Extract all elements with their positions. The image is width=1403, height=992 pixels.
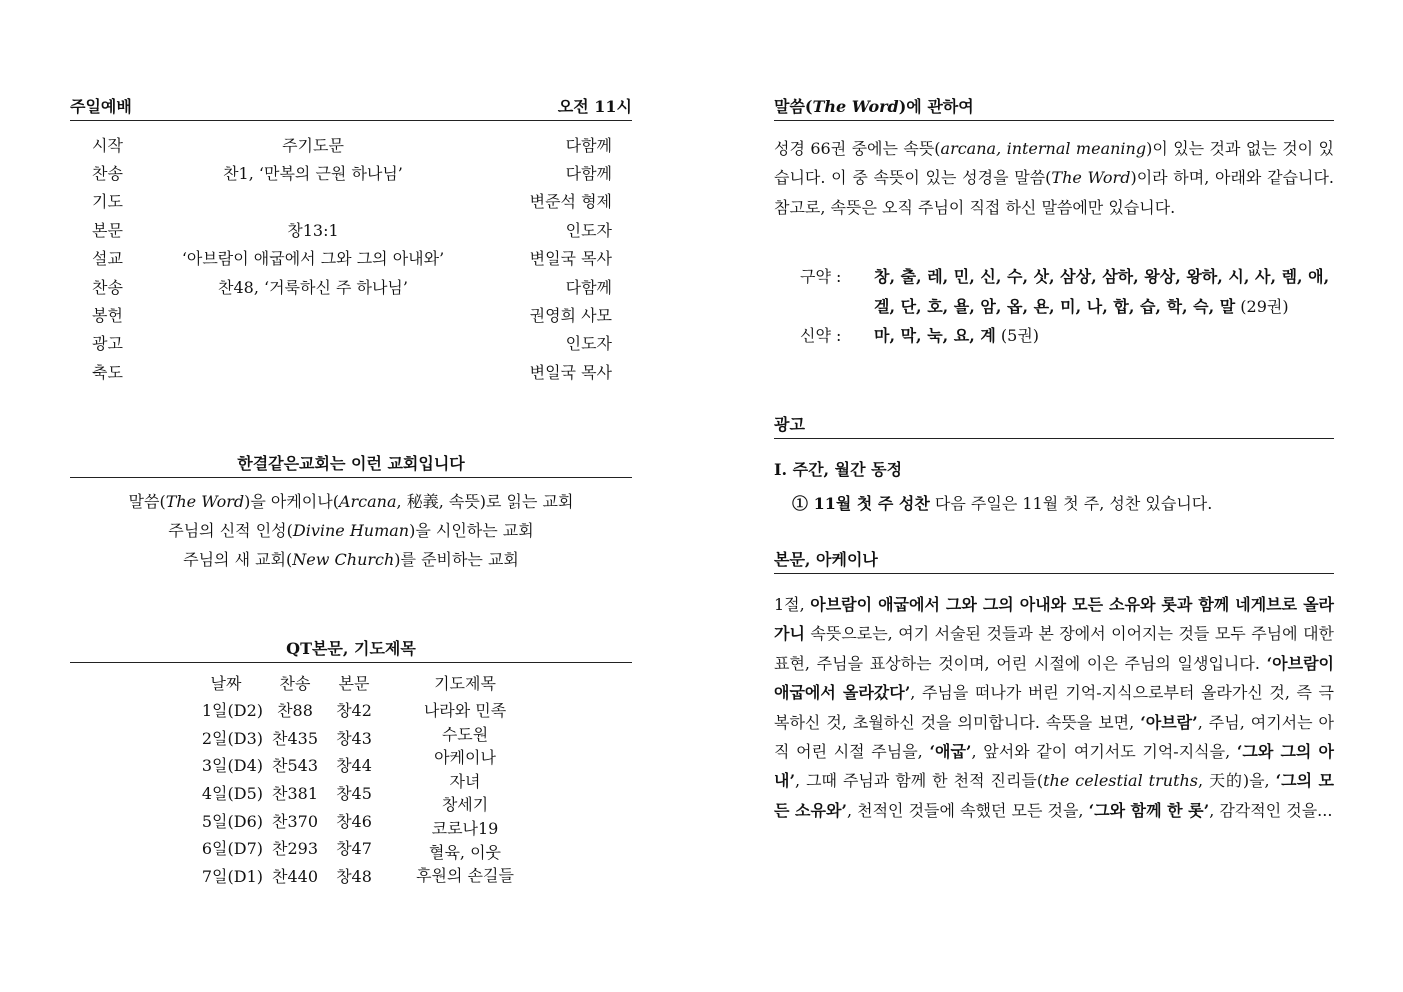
text-italic: Arcana [338, 492, 397, 511]
text: , 천적인 것들에 속했던 모든 것을, [846, 800, 1089, 820]
qt-text: 창42 [336, 701, 372, 720]
identity-statements [70, 487, 632, 574]
notice-item-text: 다음 주일은 11월 첫 주, 성찬 있습니다. [929, 494, 1213, 513]
qt-prayer: 수도원 [441, 724, 489, 744]
word-book-list [800, 262, 1340, 351]
order-leader: 다함께 [565, 135, 612, 155]
identity-line [70, 545, 632, 574]
notice-title: 광고 [774, 415, 805, 434]
qt-table-body [185, 697, 545, 891]
qt-hymn: 찬543 [272, 756, 318, 776]
order-leader: 다함께 [565, 164, 612, 184]
qt-hymn: 찬293 [272, 839, 318, 859]
nt-label: 신약 : [800, 326, 842, 345]
text: , 감각적인 것을... [1209, 800, 1333, 820]
service-order [92, 130, 612, 386]
text: )를 준비하는 교회 [394, 550, 519, 569]
qt-prayer: 자녀 [449, 771, 481, 791]
order-leader: 인도자 [565, 220, 612, 240]
qt-hymn: 찬381 [272, 784, 318, 804]
nt-book-list: 마, 막, 눅, 요, 계 [874, 326, 996, 345]
text-italic: arcana, internal meaning [940, 139, 1147, 158]
identity-line [70, 487, 632, 516]
qt-prayer: 창세기 [441, 795, 489, 815]
order-leader: 인도자 [565, 334, 612, 354]
nt-books [874, 321, 1340, 351]
qt-date: 2일(D3) [201, 728, 263, 748]
notice-item [774, 489, 1334, 519]
qt-date: 4일(D5) [201, 784, 263, 804]
order-row [92, 130, 612, 158]
text-italic: The Word [812, 97, 899, 116]
identity-title: 한결같은교회는 이런 교회입니다 [237, 454, 465, 473]
qt-table [185, 668, 545, 891]
order-leader: 다함께 [565, 277, 612, 297]
qt-hymns [267, 697, 323, 891]
qt-text: 창46 [336, 811, 372, 831]
text-bold: ‘애굽’ [929, 742, 972, 762]
order-leader: 권영희 사모 [529, 306, 612, 326]
word-paragraph [774, 134, 1334, 222]
qt-text: 창48 [336, 867, 372, 887]
text-italic: the celestial truths [1043, 771, 1199, 791]
new-testament-row [800, 321, 1340, 351]
qt-date: 7일(D1) [201, 867, 263, 887]
ot-books [874, 262, 1340, 321]
service-header [70, 94, 632, 121]
text: )에 관하여 [898, 97, 974, 116]
qt-prayer: 혈육, 이웃 [429, 842, 501, 862]
text: 주님의 새 교회( [183, 550, 293, 569]
qt-hymn: 찬370 [272, 811, 318, 831]
qt-text: 창45 [336, 784, 372, 804]
notice-body [774, 455, 1334, 519]
arcana-paragraph [774, 590, 1334, 825]
service-title: 주일예배 [70, 97, 132, 116]
order-row [92, 357, 612, 385]
order-content: 찬1, ‘만복의 근원 하나님’ [223, 164, 403, 184]
qt-prayers [385, 697, 545, 891]
order-content: 찬48, ‘거룩하신 주 하나님’ [218, 277, 408, 297]
text-italic: The Word [165, 492, 245, 511]
order-leader: 변준석 형제 [529, 192, 612, 212]
qt-prayer: 나라와 민족 [423, 701, 507, 720]
qt-table-header [185, 668, 545, 697]
left-page [0, 0, 700, 992]
order-part: 찬송 [92, 164, 123, 184]
order-content: 창13:1 [287, 220, 339, 240]
text-bold: ‘아브람이 애굽에서 올라갔다’ [774, 653, 1334, 703]
order-part: 찬송 [92, 277, 123, 297]
order-row [92, 215, 612, 243]
text: 말씀( [774, 97, 813, 116]
qt-date: 5일(D6) [201, 811, 263, 831]
qt-date: 1일(D2) [201, 701, 263, 720]
text-italic: Divine Human [292, 521, 410, 540]
order-row [92, 272, 612, 300]
qt-hymn: 찬88 [277, 701, 313, 720]
notice-subheading: I. 주간, 월간 동정 [774, 460, 903, 479]
order-leader: 변일국 목사 [529, 362, 612, 382]
ot-label: 구약 : [800, 267, 842, 286]
text: )이라 하며, 아래와 같습니다. 참고로, 속뜻은 오직 주님이 직접 하신 말씀에만 있습니다. [774, 168, 1334, 217]
order-part: 봉헌 [92, 306, 123, 326]
order-row [92, 187, 612, 215]
order-leader: 변일국 목사 [529, 249, 612, 269]
text-bold: ‘그의 모든 소유와’ [774, 771, 1334, 820]
qt-dates [185, 697, 267, 891]
text: 주님의 신적 인성( [168, 521, 293, 540]
order-part: 축도 [92, 362, 123, 382]
text-italic: New Church [292, 550, 395, 569]
text: , 주님, 여기서는 아직 어린 시절 주님을, [774, 712, 1335, 762]
ot-book-list: 창, 출, 레, 민, 신, 수, 삿, 삼상, 삼하, 왕상, 왕하, 시, 사, 렘, 애, 겔, 단, 호, 욜, 암, 옵, 욘, 미, 나, 합, 습, 학, 슥, 말 [874, 267, 1330, 316]
qt-text: 창44 [336, 756, 372, 776]
qt-prayer: 코로나19 [431, 818, 499, 838]
qt-text: 창47 [336, 839, 372, 859]
qt-header-hymn: 찬송 [279, 674, 311, 693]
notice-header [774, 412, 1334, 439]
order-part: 시작 [92, 135, 123, 155]
text: , 天的)을, [1198, 771, 1276, 791]
order-part: 기도 [92, 192, 123, 212]
qt-hymn: 찬440 [272, 867, 318, 887]
ot-count: (29권) [1235, 296, 1289, 316]
qt-header [70, 636, 632, 663]
qt-date: 6일(D7) [201, 839, 263, 859]
text: , 그때 주님과 함께 한 천적 진리들( [795, 771, 1044, 791]
text: 속뜻으로는, 여기 서술된 것들과 본 장에서 이어지는 것들 모두 주님에 대한 표현, 주님을 표상하는 것이며, 어린 시절에 이은 주님의 일생입니다. [774, 624, 1334, 673]
text-bold: 아브람이 애굽에서 그와 그의 아내와 모든 소유와 롯과 함께 네게브로 올라가니 [774, 595, 1334, 644]
text: )을 시인하는 교회 [409, 521, 534, 540]
order-content: ‘아브람이 애굽에서 그와 그의 아내와’ [181, 249, 445, 269]
order-part: 광고 [92, 334, 123, 354]
text: )이 있는 것과 없는 것이 있습니다. 이 중 속뜻이 있는 성경을 말씀( [774, 139, 1334, 188]
nt-count: (5권) [995, 326, 1040, 345]
arcana-title: 본문, 아케이나 [774, 550, 878, 569]
text-bold: ‘아브람’ [1140, 712, 1198, 732]
qt-prayer: 후원의 손길들 [416, 866, 514, 886]
text: 1절, [774, 595, 811, 614]
qt-date: 3일(D4) [201, 756, 263, 776]
arcana-header [774, 547, 1334, 574]
order-part: 본문 [92, 220, 123, 240]
order-row [92, 158, 612, 186]
qt-header-text: 본문 [338, 674, 370, 693]
text: , 주님을 떠나가 버린 기억-지식으로부터 올라가신 것, 즉 극복하신 것, 초월하신 것을 의미합니다. 속뜻을 보면, [774, 683, 1334, 732]
qt-hymn: 찬435 [272, 728, 318, 748]
order-row [92, 244, 612, 272]
qt-title: QT본문, 기도제목 [286, 639, 416, 658]
identity-line [70, 516, 632, 545]
order-row [92, 329, 612, 357]
qt-prayer: 아케이나 [434, 748, 496, 768]
text: )을 아케이나( [244, 492, 339, 511]
order-row [92, 300, 612, 328]
text-bold: ‘그와 함께 한 롯’ [1088, 800, 1210, 820]
text: , 앞서와 같이 여기서도 기억-지식을, [971, 742, 1237, 762]
service-time: 오전 11시 [557, 97, 632, 116]
old-testament-row [800, 262, 1340, 321]
text: 성경 66권 중에는 속뜻( [774, 139, 941, 158]
text-bold: ‘그와 그의 아내’ [774, 742, 1334, 791]
qt-texts [323, 697, 385, 891]
qt-header-date: 날짜 [210, 674, 242, 693]
order-content: 주기도문 [282, 135, 344, 155]
text: 말씀( [128, 492, 166, 511]
text: , 秘義, 속뜻)로 읽는 교회 [396, 492, 574, 511]
order-part: 설교 [92, 249, 123, 269]
identity-header [70, 451, 632, 478]
text-italic: The Word [1051, 168, 1131, 188]
qt-header-prayer: 기도제목 [434, 674, 496, 693]
word-title [774, 94, 974, 117]
word-header [774, 94, 1334, 121]
qt-text: 창43 [336, 728, 372, 748]
notice-item-bold: ① 11월 첫 주 성찬 [792, 494, 930, 513]
